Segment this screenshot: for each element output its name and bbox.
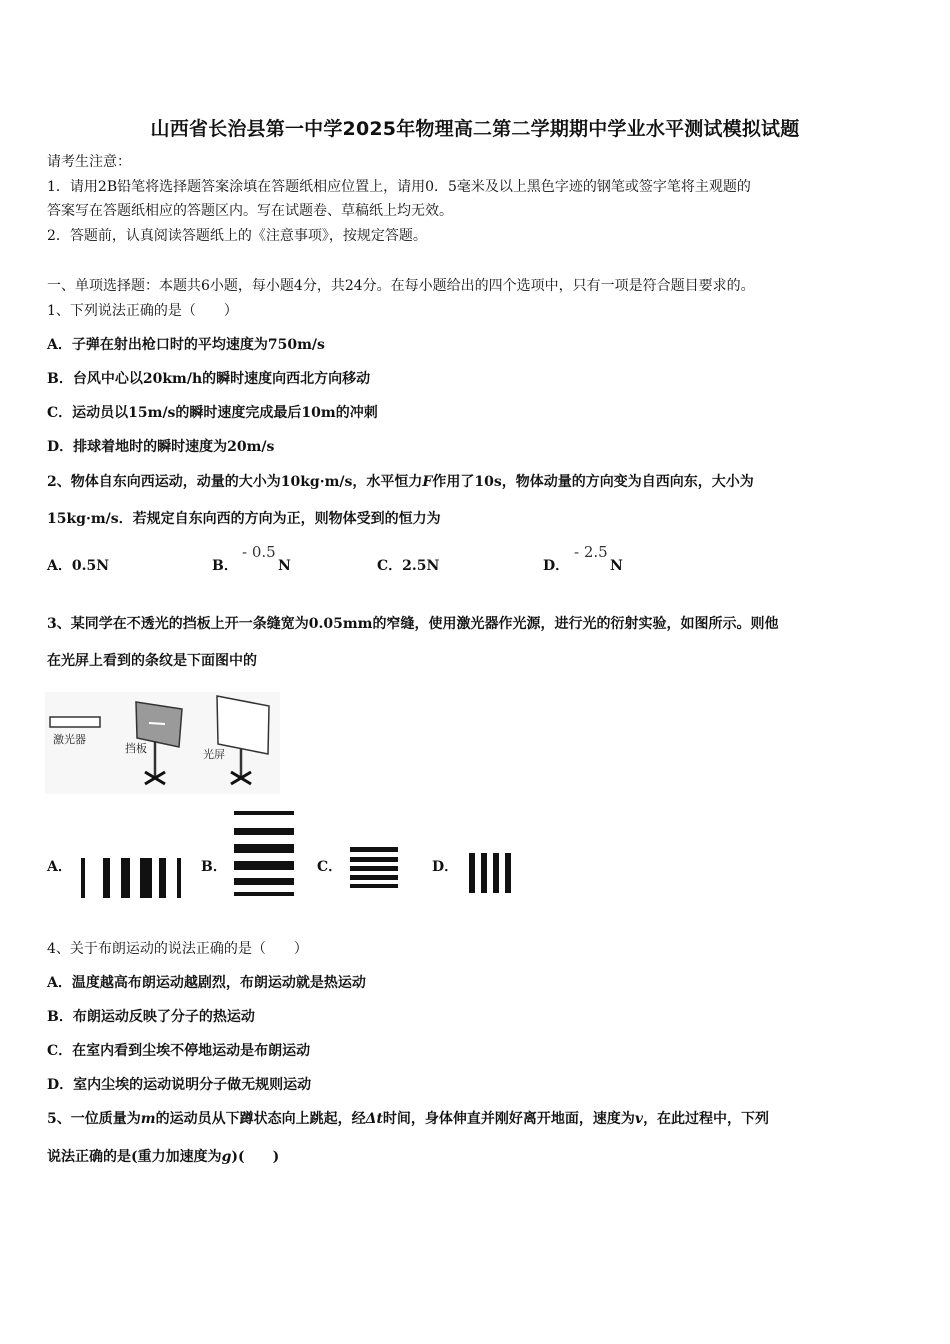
q3-pattern-b [232,808,296,898]
fringe [81,858,85,898]
fringe [469,853,475,893]
q2-option-d-label: D． [543,558,570,574]
notice-line-1b: 答案写在答题纸相应的答题区内。写在试题卷、草稿纸上均无效。 [47,203,453,219]
q5-stem-line1 [47,1109,769,1129]
q2-stem-line2: 15kg·m/s．若规定自东向西的方向为正，则物体受到的恒力为 [47,511,441,527]
fringe [234,892,294,896]
fringe [140,858,152,898]
notice-line-2: 2．答题前，认真阅读答题纸上的《注意事项》，按规定答题。 [47,228,427,244]
q5-velocity-symbol: v [634,1111,644,1127]
q1-option-c: C．运动员以15m/s的瞬时速度完成最后10m的冲刺 [47,405,378,421]
fringe [159,858,166,898]
q5-stem-c: 时间，身体伸直并刚好离开地面，速度为 [382,1111,635,1127]
q4-stem: 4、关于布朗运动的说法正确的是（ ） [47,941,308,957]
q3-option-a-label: A． [47,859,72,875]
fringe [234,844,294,853]
q2-option-d-unit: N [610,558,623,574]
fringe [234,828,294,835]
q2-option-d-value: - 2.5 [574,543,608,561]
fringe [177,858,181,898]
notice-heading: 请考生注意： [47,154,131,170]
q2-option-c: C．2.5N [377,558,440,574]
fringe [505,853,511,893]
q2-option-a: A．0.5N [47,558,110,574]
q1-option-a: A．子弹在射出枪口时的平均速度为750m/s [47,337,325,353]
q3-pattern-a [75,855,190,899]
q5-stem-line2 [47,1147,279,1167]
fringe [350,847,398,852]
light-screen [217,696,269,754]
q3-stem-line2: 在光屏上看到的条纹是下面图中的 [47,653,257,669]
q3-pattern-c [348,845,400,889]
page-title: 山西省长治县第一中学2025年物理高二第二学期期中学业水平测试模拟试题 [150,118,800,140]
q5-stem2-a: 说法正确的是(重力加速度为 [47,1149,222,1165]
q4-option-a: A．温度越高布朗运动越剧烈，布朗运动就是热运动 [47,975,366,991]
laser-device [50,717,100,727]
q1-option-b: B．台风中心以20km/h的瞬时速度向西北方向移动 [47,371,371,387]
q5-mass-symbol: m [140,1111,156,1127]
q3-option-d-label: D． [432,859,459,875]
fringe [103,858,110,898]
q5-time-symbol: Δt [365,1111,383,1127]
fringe [350,875,398,880]
q3-pattern-d [465,850,521,896]
diffraction-setup-figure [45,692,280,794]
q1-option-d: D．排球着地时的瞬时速度为20m/s [47,439,275,455]
fringe [234,861,294,870]
screen-label: 光屏 [203,748,225,761]
q5-gravity-symbol: g [221,1149,232,1165]
fringe [493,853,499,893]
q2-stem-line1 [47,472,754,492]
fringe [121,858,130,898]
q2-stem-b: 作用了10s，物体动量的方向变为自西向东，大小为 [432,474,754,490]
q2-force-symbol: F [422,474,433,490]
q5-stem2-b: )( ) [231,1149,280,1165]
laser-label: 激光器 [53,733,86,746]
board-label: 挡板 [125,742,147,755]
q4-option-d: D．室内尘埃的运动说明分子做无规则运动 [47,1077,312,1093]
fringe [234,811,294,815]
q5-stem-a: 5、一位质量为 [47,1111,141,1127]
notice-line-1a: 1．请用2B铅笔将选择题答案涂填在答题纸相应位置上，请用0．5毫米及以上黑色字迹的钢笔或签字笔将主观题的 [47,179,751,195]
q4-option-b: B．布朗运动反映了分子的热运动 [47,1009,255,1025]
q5-stem-d: ，在此过程中，下列 [643,1111,770,1127]
fringe [350,884,398,888]
q2-option-b-value: - 0.5 [242,543,276,561]
fringe [481,853,487,893]
fringe [350,857,398,862]
q3-option-c-label: C． [317,859,343,875]
fringe [350,866,398,871]
slit-opening [149,723,165,724]
q4-option-c: C．在室内看到尘埃不停地运动是布朗运动 [47,1043,311,1059]
section-heading: 一、单项选择题：本题共6小题，每小题4分，共24分。在每小题给出的四个选项中，只有一项是符合题目要求的。 [47,278,755,294]
q3-stem-line1: 3、某同学在不透光的挡板上开一条缝宽为0.05mm的窄缝，使用激光器作光源，进行光的衍射实验，如图所示。则他 [47,616,779,632]
q3-option-b-label: B． [201,859,227,875]
q5-stem-b: 的运动员从下蹲状态向上跳起，经 [155,1111,366,1127]
q2-option-b-unit: N [278,558,291,574]
q1-stem: 1、下列说法正确的是（ ） [47,303,238,319]
fringe [234,878,294,885]
q2-option-b-label: B． [212,558,238,574]
q2-stem-a: 2、物体自东向西运动，动量的大小为10kg·m/s，水平恒力 [47,474,423,490]
